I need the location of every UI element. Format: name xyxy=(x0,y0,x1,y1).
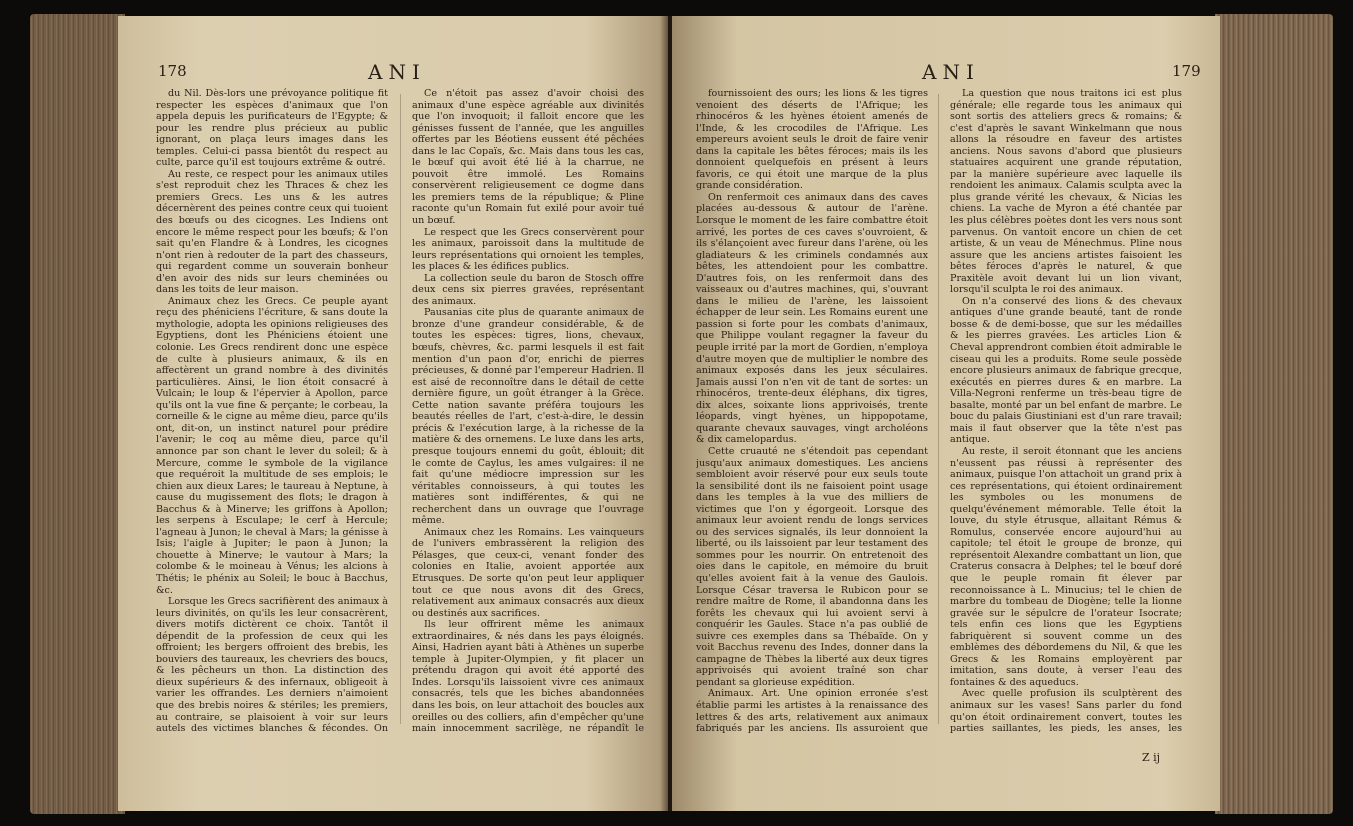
paragraph: Au reste, il seroit étonnant que les anciens n'eussent pas réussi à représenter des animaux, puisque l'on attachoit un grand prix à ces représentations, qui étoient ordinairement les symboles ou les monumens de quelqu'événement mémorable. Telle étoit la louve, du style étrusque, allaitant Rémus & Romulus, conservée encore aujourd'hui au capitole; tel étoit le groupe de bronze, qui représentoit Alexandre combattant un lion, que Craterus consacra à Delphes; tel le bœuf doré que le peuple romain fit élever par reconnoissance à L. Minucius; tel le chien de marbre du tombeau de Diogène; telle la lionne gravée sur le sépulcre de l'orateur Isocrate; tels enfin ces lions que les Egyptiens fabriquèrent si souvent comme un des emblèmes des débordemens du Nil, & que les Grecs & les Romains employèrent par imitation, sans doute, à verser l'eau des fontaines & des aqueducs. xyxy=(950,445,1182,688)
paragraph: Pausanias cite plus de quarante animaux de bronze d'une grandeur considérable, & de toutes les espèces: tigres, lions, chevaux, bœufs, chèvres, &c. parmi lesquels il est fait mention d'un paon d'or, enrichi de pierres précieuses, & donné par l'empereur Hadrien. Il est aisé de reconnoître dans le détail de cette dernière figure, un goût étranger à la Grèce. Cette nation savante préféra toujours les beautés réelles de l'art, c'est-à-dire, le dessin précis & l'exécution large, à la richesse de la matière & des ornemens. Le luxe dans les arts, presque toujours ennemi du goût, éblouit; dit le comte de Caylus, les ames vulgaires: il ne fait qu'une médiocre impression sur les véritables connoisseurs, à qui toutes les matières sont indifférentes, & qui ne recherchent dans un ouvrage que l'ouvrage même. xyxy=(412,307,644,527)
left-page xyxy=(118,16,668,811)
column-rule xyxy=(400,94,401,724)
text-column-1 xyxy=(696,88,928,733)
left-page-edges xyxy=(30,14,125,814)
paragraph: fournissoient des ours; les lions & les tigres venoient des déserts de l'Afrique; les rhinocéros & les hyènes étoient amenés de l'Inde, & les crocodiles de l'Afrique. Les empereurs avoient seuls le droit de faire venir dans la capitale les bêtes féroces; mais ils les donnoient quelquefois en présent à leurs favoris, ce qui étoit une marque de la plus grande considération. xyxy=(696,88,928,192)
paragraph: Avec quelle profusion ils sculptèrent des animaux sur les vases! Sans parler du fond qu'on étoit ordinairement convert, toutes les parties saillantes, les pieds, les anses, les xyxy=(950,688,1182,733)
paragraph: Animaux chez les Romains. Les vainqueurs de l'univers embrassèrent la religion des Pélasges, que ceux-ci, venant fonder des colonies en Italie, avoient apportée aux Etrusques. De sorte qu'on peut leur appliquer tout ce que nous avons dit des Grecs, relativement aux animaux consacrés aux dieux ou destinés aux sacrifices. xyxy=(412,526,644,619)
paragraph: Le respect que les Grecs conservèrent pour les animaux, paroissoit dans la multitude de leurs représentations qui ornoient les temples, les places & les édifices publics. xyxy=(412,226,644,273)
right-page-edges xyxy=(1215,14,1333,814)
page-number: 179 xyxy=(1172,62,1201,80)
right-page xyxy=(672,16,1220,811)
paragraph: Cette cruauté ne s'étendoit pas cependant jusqu'aux animaux domestiques. Les anciens sembloient avoir réservé pour eux seuls toute la sensibilité dont ils ne faisoient point usage dans les temples à la vue des milliers de victimes que l'on y égorgeoit. Lorsque des animaux leur avoient rendu de longs services ou des services signalés, ils leur donnoient la liberté, ou ils laissoient par leur testament des sommes pour les nourrir. On entretenoit des oies dans le capitole, en mémoire du bruit qu'elles avoient fait à la venue des Gaulois. Lorsque César traversa le Rubicon pour se rendre maître de Rome, il abandonna dans les forêts les chevaux qui lui avoient servi à conquérir les Gaules. Stace n'a pas oublié de suivre ces exemples dans sa Thébaïde. On y voit Bacchus revenu des Indes, donner dans la campagne de Thèbes la liberté aux deux tigres apprivoisés qui avoient traîné son char pendant sa glorieuse expédition. xyxy=(696,445,928,688)
paragraph: On n'a conservé des lions & des chevaux antiques d'une grande beauté, tant de ronde bosse & de demi-bosse, que sur les médailles & les pierres gravées. Les articles Lion & Cheval apprendront combien étoit admirable le ciseau qui les a produits. Rome seule possède encore plusieurs animaux de fabrique grecque, exécutés en pierres dures & en marbre. La Villa-Negroni renferme un très-beau tigre de basalte, monté par un bel enfant de marbre. Le bouc du palais Giustiniani est d'un rare travail; mais il faut observer que la tête n'est pas antique. xyxy=(950,295,1182,446)
paragraph: Lorsque les Grecs sacrifièrent des animaux à leurs divinités, on qu'ils les leur consacrèrent, divers motifs dictèrent ce choix. Tantôt il dépendit de la profession de ceux qui les offroient; les bergers offroient des brebis, les bouviers des taureaux, les chevriers des boucs, & les pêcheurs un thon. La distinction des dieux supérieurs & des infernaux, obligeoit à varier les offrandes. Les derniers n'aimoient que des brebis noires & stériles; les premiers, au contraire, se plaisoient à voir sur leurs autels des victimes blanches & fécondes. On xyxy=(156,596,388,733)
running-head: ANI xyxy=(922,60,980,84)
paragraph: Au reste, ce respect pour les animaux utiles s'est reproduit chez les Thraces & chez les premiers Grecs. Les uns & les autres décernèrent des peines contre ceux qui tuoient des bœufs ou des cicognes. Les Indiens ont encore le même respect pour les bœufs; & l'on sait qu'en Flandre & à Londres, les cicognes n'ont rien à redouter de la part des chasseurs, qui regardent comme un souverain bonheur d'en avoir des nids sur leurs cheminées ou dans les toits de leur maison. xyxy=(156,168,388,296)
paragraph: Animaux chez les Grecs. Ce peuple ayant reçu des phéniciens l'écriture, & sans doute la mythologie, adopta les opinions religieuses des Egyptiens, dont les Phéniciens étoient une colonie. Les Grecs rendirent donc une espèce de culte à plusieurs animaux, & ils en affectèrent un grand nombre à des divinités particulières. Ainsi, le lion étoit consacré à Vulcain; le loup & l'épervier à Apollon, parce qu'ils ont la vue fine & perçante; le corbeau, la corneille & le cigne au même dieu, parce qu'ils ont, dit-on, un instinct naturel pour prédire l'avenir; le coq au même dieu, parce qu'il annonce par son chant le lever du soleil; & à Mercure, comme le symbole de la vigilance que requéroit la multitude de ses emplois; le chien aux dieux Lares; le taureau à Neptune, à cause du mugissement des flots; le dragon à Bacchus & à Minerve; les griffons à Apollon; les serpens à Esculape; le cerf à Hercule; l'agneau à Junon; le cheval à Mars; la génisse à Isis; l'aigle à Jupiter; le paon à Junon; la chouette à Minerve; le vautour à Mars; la colombe & le moineau à Vénus; les alcions à Thétis; le phénix au Soleil; le bouc à Bacchus, &c. xyxy=(156,295,388,596)
page-number: 178 xyxy=(158,62,187,80)
text-column-2 xyxy=(412,88,644,733)
paragraph: Ils leur offrirent même les animaux extraordinaires, & nés dans les pays éloignés. Ainsi, Hadrien ayant bâti à Athènes un superbe temple à Jupiter-Olympien, y fit placer un prétendu dragon qui avoit été apporté des Indes. Lorsqu'ils laissoient vivre ces animaux consacrés, tels que les biches abandonnées dans les bois, on leur attachoit des boucles aux oreilles ou des colliers, afin d'empêcher qu'une main innocemment sacrilège, ne répandît le xyxy=(412,619,644,733)
paragraph: La question que nous traitons ici est plus générale; elle regarde tous les animaux qui sont sortis des atteliers grecs & romains; & c'est d'après le savant Winkelmann que nous allons la résoudre en faveur des artistes anciens. Nous savons d'abord que plusieurs statuaires acquirent une grande réputation, par la manière supérieure avec laquelle ils rendoient les animaux. Calamis sculpta avec la plus grande vérité les chevaux, & Nicias les chiens. La vache de Myron a été chantée par les plus célèbres poètes dont les vers nous sont parvenus. On vantoit encore un chien de cet artiste, & un veau de Ménechmus. Pline nous assure que les anciens artistes faisoient les bêtes féroces d'après le naturel, & que Praxitèle avoit devant lui un lion vivant, lorsqu'il sculpta le roi des animaux. xyxy=(950,88,1182,296)
running-head: ANI xyxy=(368,60,426,84)
paragraph: On renfermoit ces animaux dans des caves placées au-dessous & autour de l'arène. Lorsque le moment de les faire combattre étoit arrivé, les portes de ces caves s'ouvroient, & ils s'élançoient avec fureur dans l'arène, où les gladiateurs & les criminels condamnés aux bêtes, les attendoient pour les combattre. D'autres fois, on les renfermoit dans des vaisseaux ou d'autres machines, qui, s'ouvrant dans le milieu de l'arène, les laissoient échapper de leur sein. Les Romains eurent une passion si forte pour les combats d'animaux, que Philippe voulant regagner la faveur du peuple irrité par la mort de Gordien, n'employa d'autre moyen que de multiplier le nombre des animaux exposés dans les jeux séculaires. Jamais aussi l'on n'en vit de tant de sortes: un rhinocéros, trente-deux éléphans, dix tigres, dix alces, soixante lions apprivoisés, trente léopards, vingt hyènes, un hippopotame, quarante chevaux sauvages, vingt archoléons & dix camelopardus. xyxy=(696,191,928,446)
paragraph: Animaux. Art. Une opinion erronée s'est établie parmi les artistes à la renaissance des lettres & des arts, relativement aux animaux fabriqués par les anciens. Ils assuroient que xyxy=(696,688,928,733)
text-column-1 xyxy=(156,88,388,733)
text-column-2 xyxy=(950,88,1182,733)
paragraph: Ce n'étoit pas assez d'avoir choisi des animaux d'une espèce agréable aux divinités que l'on invoquoit; il falloit encore que les génisses fussent de l'année, que les anguilles offertes par les Béotiens eussent été pêchées dans le lac Copaïs, &c. Mais dans tous les cas, le bœuf qui avoit été lié à la charrue, ne pouvoit être immolé. Les Romains conservèrent religieusement ce dogme dans les premiers tems de la république; & Pline raconte qu'un Romain fut exilé pour avoir tué un bœuf. xyxy=(412,88,644,227)
paragraph: La collection seule du baron de Stosch offre deux cens six pierres gravées, représentant des animaux. xyxy=(412,272,644,307)
signature-mark: Z ij xyxy=(1142,751,1161,764)
column-rule xyxy=(938,94,939,724)
paragraph: du Nil. Dès-lors une prévoyance politique fit respecter les espèces d'animaux que l'on appela depuis les purificateurs de l'Egypte; & pour les rendre plus précieux au public ignorant, on plaça leurs images dans les temples. Celui-ci passa bientôt du respect au culte, parce qu'il est toujours extrême & outré. xyxy=(156,88,388,169)
